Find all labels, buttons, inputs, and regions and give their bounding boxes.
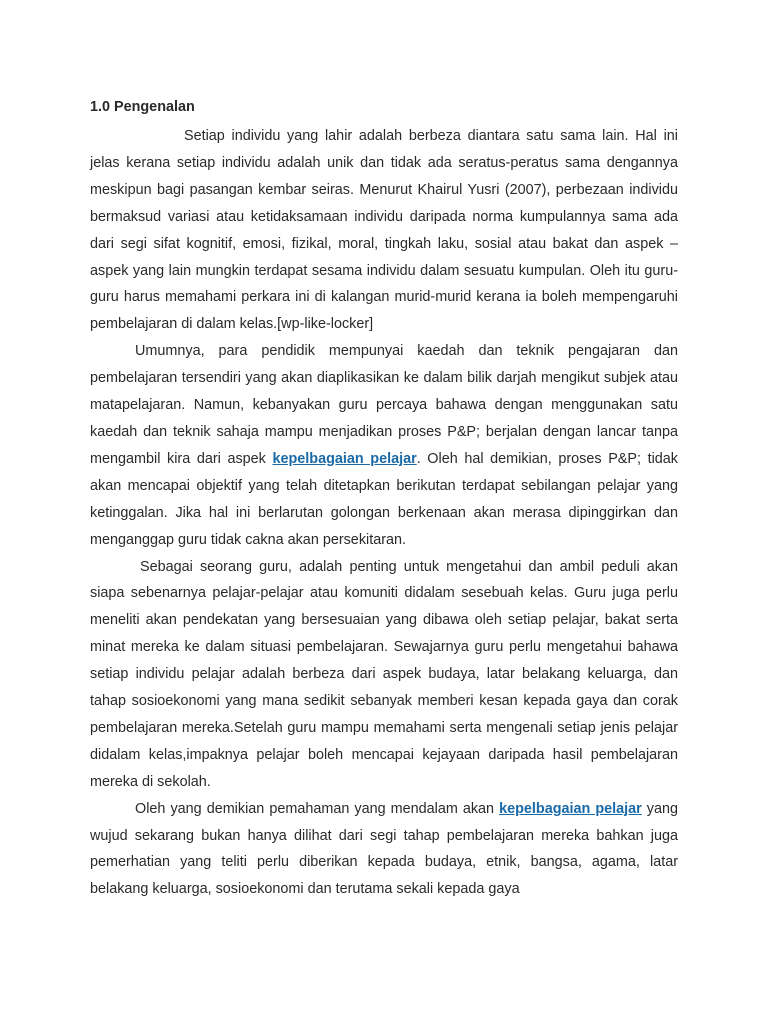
paragraph-2-text-after: . Oleh hal demikian, proses P&P; tidak akan mencapai objektif yang telah ditetapkan berikutan terdapat sebilangan pelajar yang ketinggalan. Jika hal ini berlarutan golongan berkenaan akan merasa dipinggirkan dan menganggap guru tidak cakna akan persekitaran. xyxy=(90,450,679,548)
paragraph-3-text: Sebagai seorang guru, adalah penting untuk mengetahui dan ambil peduli akan siapa sebenarnya pelajar-pelajar atau komuniti didalam sesebuah kelas. Guru juga perlu meneliti akan pendekatan yang bersesuaian yang dibawa oleh setiap pelajar, bakat serta minat mereka ke dalam situasi pembelajaran. Sewajarnya guru perlu mengetahui bahawa setiap individu pelajar adalah berbeza dari aspek budaya, latar belakang keluarga, dan tahap sosioekonomi yang mana sedikit sebanyak memberi kesan kepada gaya dan corak pembelajaran mereka.Setelah guru mampu memahami serta mengenali setiap jenis pelajar didalam kelas,impaknya pelajar boleh mencapai kejayaan daripada hasil pembelajaran mereka di sekolah. xyxy=(90,558,678,790)
paragraph-4 xyxy=(90,796,678,904)
kepelbagaian-pelajar-link-2[interactable]: kepelbagaian pelajar xyxy=(499,800,642,817)
paragraph-2 xyxy=(90,338,678,553)
paragraph-1 xyxy=(90,123,678,338)
paragraph-1-text: Setiap individu yang lahir adalah berbeza diantara satu sama lain. Hal ini jelas kerana setiap individu adalah unik dan tidak ada seratus-peratus sama dengannya meskipun bagi pasangan kembar seiras. Menurut Khairul Yusri (2007), perbezaan individu bermaksud variasi atau ketidaksamaan individu daripada norma kumpulannya sama ada dari segi sifat kognitif, emosi, fizikal, moral, tingkah laku, sosial atau bakat dan aspek – aspek yang lain mungkin terdapat sesama individu dalam sesuatu kumpulan. Oleh itu guru-guru harus memahami perkara ini di kalangan murid-murid kerana ia boleh mempengaruhi pembelajaran di dalam kelas.[wp-like-locker] xyxy=(90,128,678,333)
paragraph-4-text-after: yang wujud sekarang bukan hanya dilihat dari segi tahap pembelajaran mereka bahkan juga pemerhatian yang teliti perlu diberikan kepada budaya, etnik, bangsa, agama, latar belakang keluarga, sosioekonomi dan terutama sekali kepada gaya xyxy=(90,800,678,898)
paragraph-4-text-before: Oleh yang demikian pemahaman yang mendalam akan xyxy=(135,800,500,817)
section-heading: 1.0 Pengenalan xyxy=(90,99,195,115)
paragraph-3 xyxy=(90,554,678,796)
paragraph-2-text-before: Umumnya, para pendidik mempunyai kaedah dan teknik pengajaran dan pembelajaran tersendiri yang akan diaplikasikan ke dalam bilik darjah mengikut subjek atau matapelajaran. Namun, kebanyakan guru percaya bahawa dengan menggunakan satu kaedah dan teknik sahaja mampu menjadikan proses P&P; berjalan dengan lancar tanpa mengambil kira dari aspek xyxy=(90,343,678,467)
kepelbagaian-pelajar-link[interactable]: kepelbagaian pelajar xyxy=(272,450,417,467)
document-body xyxy=(90,97,678,903)
